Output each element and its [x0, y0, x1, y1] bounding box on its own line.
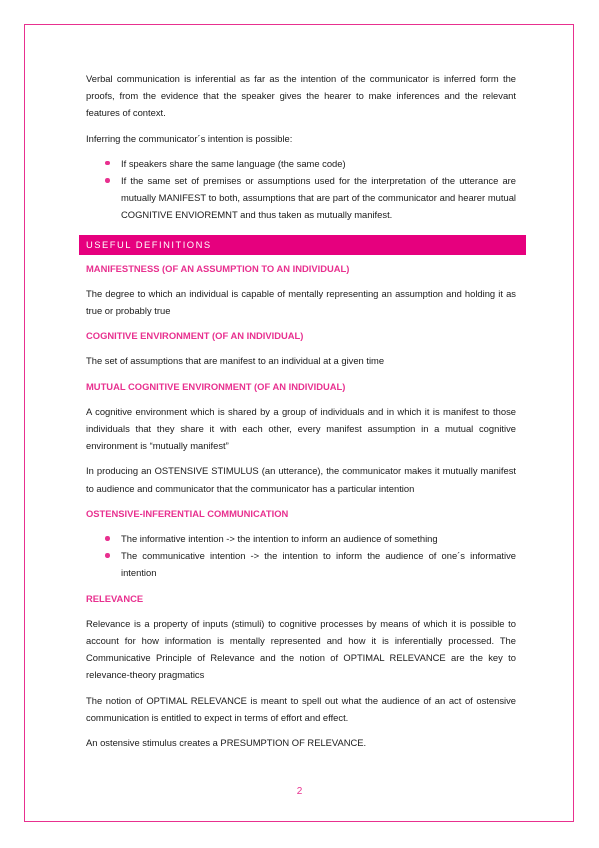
- ostensive-stimulus-paragraph: In producing an OSTENSIVE STIMULUS (an utterance), the communicator makes it mutually manifest to audience and communicator that the communicator has a particular intention: [86, 465, 516, 494]
- list-item: If the same set of premises or assumptions used for the interpretation of the utterance are mutually MANIFEST to both, assumptions that are part of the communicator and hearer mutual COGNITIVE ENVIOREMNT and thus taken as mutually manifest.: [86, 172, 516, 224]
- conditions-list: [86, 155, 516, 224]
- bullet-icon: [105, 161, 110, 166]
- optimal-relevance-paragraph: The notion of OPTIMAL RELEVANCE is meant to spell out what the audience of an act of ostensive communication is entitled to expect in terms of effort and effect.: [86, 694, 516, 723]
- definition-text-relevance: Relevance is a property of inputs (stimuli) to cognitive processes by means of which it is possible to account for how information is mentally represented and how it is inferentially processed. The Communicative Principle of Relevance and the notion of OPTIMAL RELEVANCE are the key to relevance-theory pragmatics: [86, 617, 516, 681]
- definition-text-cognitive-environment: The set of assumptions that are manifest to an individual at a given time: [86, 355, 385, 367]
- definition-title-manifestness: MANIFESTNESS (OF AN ASSUMPTION TO AN INDIVIDUAL): [86, 262, 350, 274]
- presumption-paragraph: An ostensive stimulus creates a PRESUMPTION OF RELEVANCE.: [86, 737, 367, 749]
- bullet-icon: [105, 178, 110, 183]
- page-number: 2: [296, 786, 303, 797]
- intentions-list: [86, 530, 516, 582]
- bullet-icon: [105, 553, 110, 558]
- document-body: [86, 70, 516, 751]
- section-heading: USEFUL DEFINITIONS: [79, 235, 526, 255]
- list-item: The communicative intention -> the intention to inform the audience of one´s informative intention: [86, 547, 516, 581]
- definition-text-mutual-cognitive-environment: A cognitive environment which is shared by a group of individuals and in which it is manifest to those individuals that they share it with each other, every manifest assumption in a mutual cognitive environment is “mutually manifest”: [86, 405, 516, 452]
- inferring-line: Inferring the communicator´s intention is possible:: [86, 132, 293, 144]
- list-item: If speakers share the same language (the same code): [86, 155, 516, 172]
- bullet-icon: [105, 536, 110, 541]
- definition-title-mutual-cognitive-environment: MUTUAL COGNITIVE ENVIRONMENT (OF AN INDIVIDUAL): [86, 380, 346, 392]
- definition-title-cognitive-environment: COGNITIVE ENVIRONMENT (OF AN INDIVIDUAL): [86, 330, 304, 342]
- definition-title-relevance: RELEVANCE: [86, 592, 144, 604]
- list-item: The informative intention -> the intention to inform an audience of something: [86, 530, 516, 547]
- definition-text-manifestness: The degree to which an individual is capable of mentally representing an assumption and holding it as true or probably true: [86, 287, 516, 317]
- intro-paragraph: Verbal communication is inferential as far as the intention of the communicator is inferred form the proofs, from the evidence that the speaker gives the hearer to make inferences and the relevant features of context.: [86, 73, 516, 119]
- definition-title-ostensive-communication: OSTENSIVE-INFERENTIAL COMMUNICATION: [86, 507, 289, 519]
